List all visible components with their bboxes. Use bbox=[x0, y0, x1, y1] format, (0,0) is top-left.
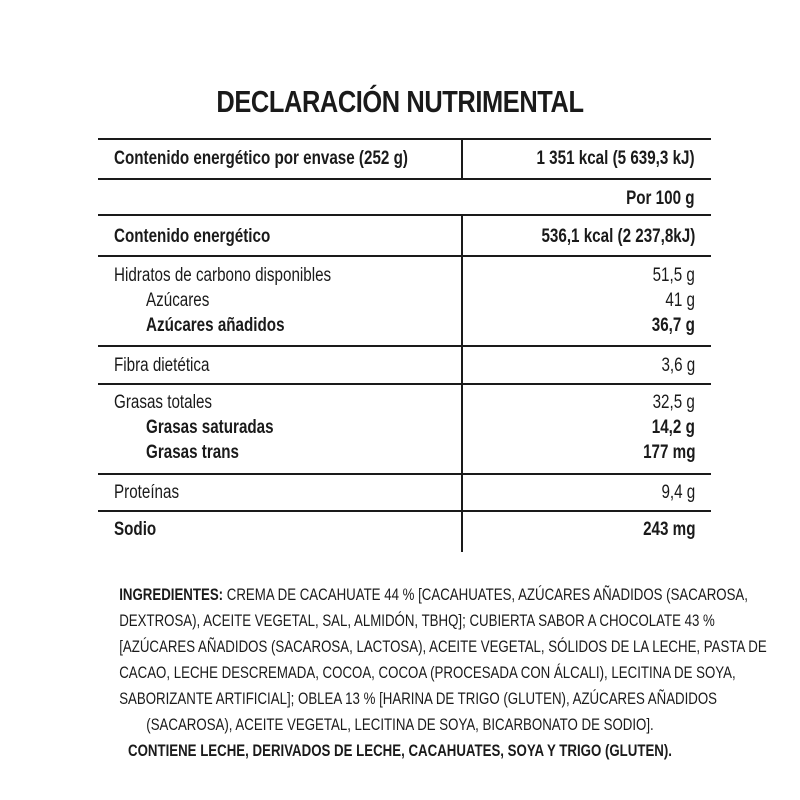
column-header: Por 100 g bbox=[626, 188, 695, 209]
envase-label: Contenido energético por envase (252 g) bbox=[114, 148, 408, 169]
grasas-value: 32,5 g bbox=[652, 392, 695, 413]
ingredients-line: SABORIZANTE ARTIFICIAL]; OBLEA 13 % [HARINA DE TRIGO (GLUTEN), AZÚCARES AÑADIDOS bbox=[119, 689, 718, 708]
nutrition-table bbox=[98, 138, 711, 552]
azucares-anadidos-label: Azúcares añadidos bbox=[146, 315, 285, 336]
allergen-statement: CONTIENE LECHE, DERIVADOS DE LECHE, CACAHUATES, SOYA Y TRIGO (GLUTEN). bbox=[128, 741, 672, 760]
table-top-rule bbox=[98, 138, 711, 140]
grasas-saturadas-label: Grasas saturadas bbox=[146, 417, 274, 438]
row-divider bbox=[98, 345, 711, 347]
row-divider bbox=[98, 214, 711, 216]
ingredients-line: CACAO, LECHE DESCREMADA, COCOA, COCOA (PROCESADA CON ÁLCALI), LECITINA DE SOYA, bbox=[119, 663, 736, 682]
azucares-anadidos-value: 36,7 g bbox=[651, 315, 695, 336]
column-divider bbox=[461, 138, 463, 178]
ingredients-line: [AZÚCARES AÑADIDOS (SACAROSA, LACTOSA), ACEITE VEGETAL, SÓLIDOS DE LA LECHE, PASTA DE bbox=[119, 637, 767, 656]
fibra-label: Fibra dietética bbox=[114, 355, 210, 376]
row-divider bbox=[98, 383, 711, 385]
proteinas-label: Proteínas bbox=[114, 482, 180, 503]
energia-value: 536,1 kcal (2 237,8kJ) bbox=[541, 226, 695, 247]
fibra-value: 3,6 g bbox=[661, 355, 695, 376]
ingredients-block bbox=[40, 582, 767, 764]
ingredients-line: INGREDIENTES: CREMA DE CACAHUATE 44 % [CACAHUATES, AZÚCARES AÑADIDOS (SACAROSA, bbox=[119, 585, 748, 604]
column-divider bbox=[461, 214, 463, 552]
sodio-value: 243 mg bbox=[642, 519, 695, 540]
row-divider bbox=[98, 255, 711, 257]
proteinas-value: 9,4 g bbox=[661, 482, 695, 503]
grasas-trans-value: 177 mg bbox=[642, 442, 695, 463]
hidratos-value: 51,5 g bbox=[652, 265, 695, 286]
energia-label: Contenido energético bbox=[114, 226, 271, 247]
hidratos-label: Hidratos de carbono disponibles bbox=[114, 265, 332, 286]
ingredients-line: DEXTROSA), ACEITE VEGETAL, SAL, ALMIDÓN, TBHQ]; CUBIERTA SABOR A CHOCOLATE 43 % bbox=[119, 611, 715, 630]
row-divider bbox=[98, 178, 711, 180]
grasas-trans-label: Grasas trans bbox=[146, 442, 239, 463]
azucares-value: 41 g bbox=[665, 290, 695, 311]
sodio-label: Sodio bbox=[114, 519, 157, 540]
envase-value: 1 351 kcal (5 639,3 kJ) bbox=[536, 148, 695, 169]
row-divider bbox=[98, 510, 711, 512]
ingredients-heading: INGREDIENTES: bbox=[119, 585, 224, 604]
ingredients-line: (SACAROSA), ACEITE VEGETAL, LECITINA DE SOYA, BICARBONATO DE SODIO]. bbox=[146, 715, 654, 734]
grasas-label: Grasas totales bbox=[114, 392, 212, 413]
row-divider bbox=[98, 473, 711, 475]
grasas-saturadas-value: 14,2 g bbox=[651, 417, 695, 438]
page-title: DECLARACIÓN NUTRIMENTAL bbox=[216, 84, 584, 119]
azucares-label: Azúcares bbox=[146, 290, 210, 311]
